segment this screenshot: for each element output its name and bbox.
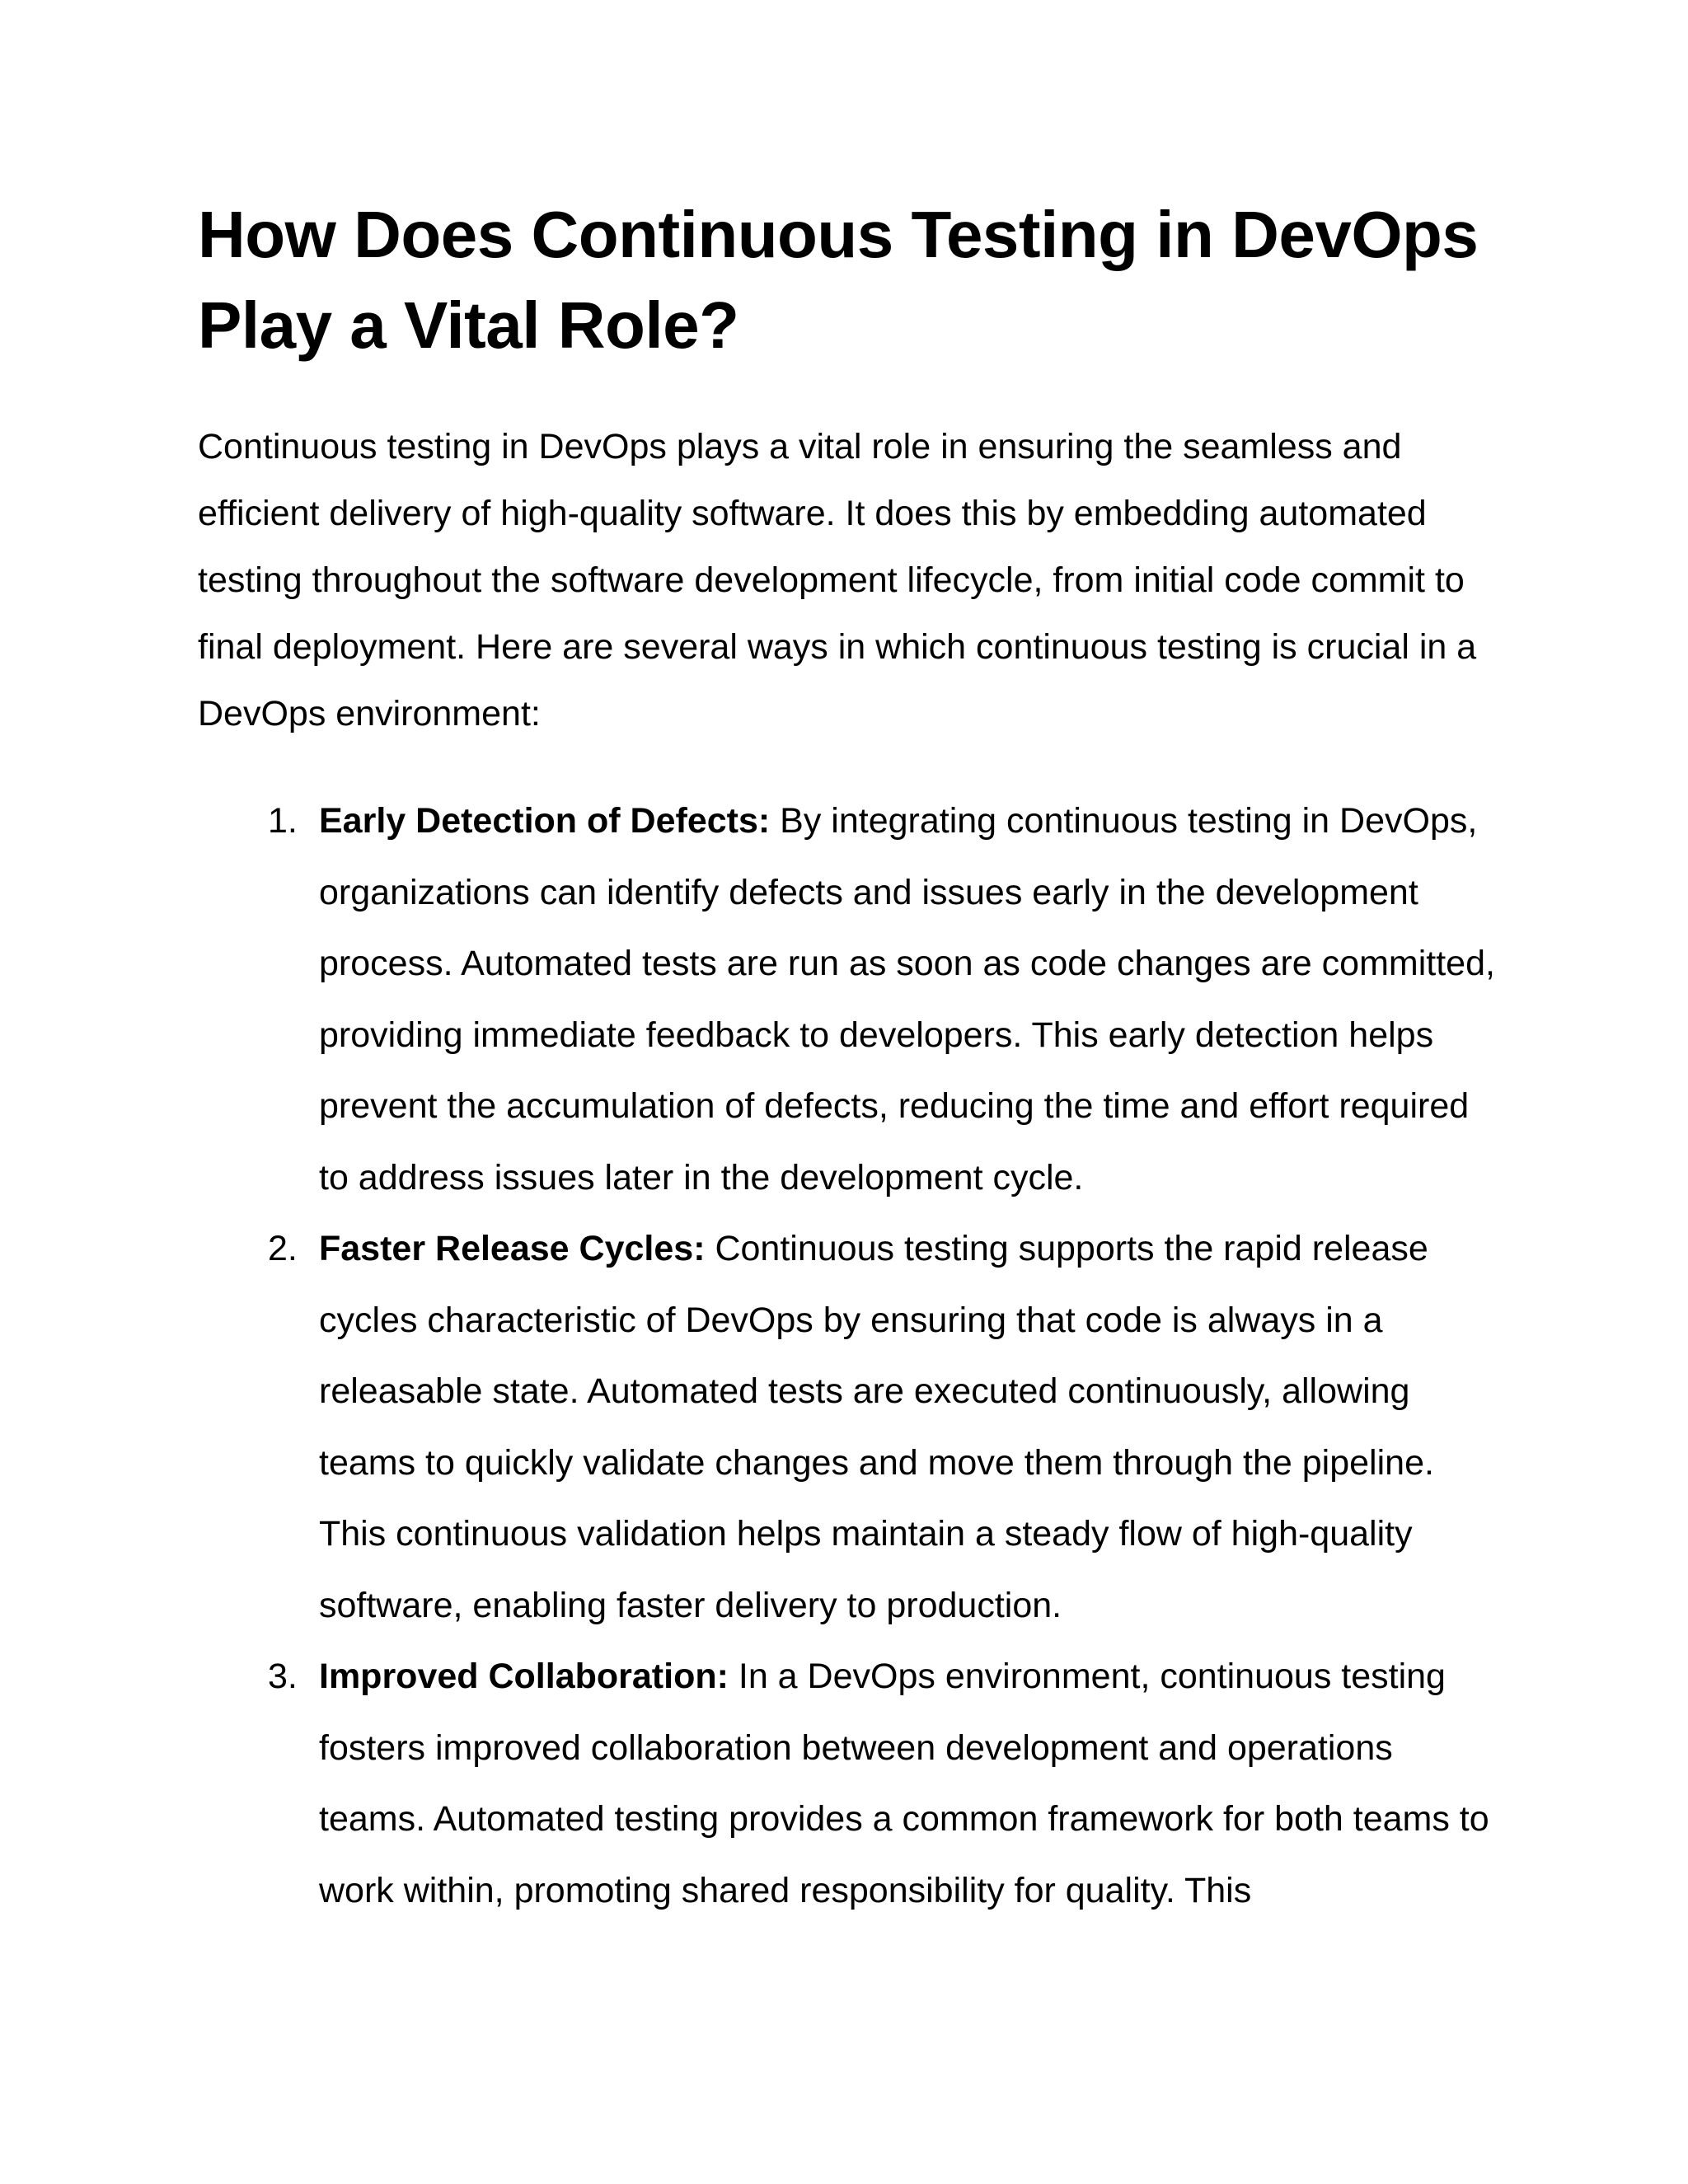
document-page	[198, 190, 1500, 1926]
list-item	[198, 785, 1500, 1213]
list-item-term: Faster Release Cycles:	[319, 1229, 715, 1268]
benefits-list	[198, 785, 1500, 1926]
list-item-text: In a DevOps environment, continuous testing fosters improved collaboration between development and operations teams. Automated testing provides a common framework for both teams to work within, promoting shared responsibility for quality. This	[319, 1657, 1489, 1910]
intro-paragraph: Continuous testing in DevOps plays a vital role in ensuring the seamless and efficient delivery of high-quality software. It does this by embedding automated testing throughout the software development lifecycle, from initial code commit to final deployment. Here are several ways in which continuous testing is crucial in a DevOps environment:	[198, 427, 1477, 733]
list-item-number: 3.	[268, 1657, 298, 1696]
list-item-number: 1.	[268, 801, 298, 841]
list-item	[198, 1213, 1500, 1641]
list-item-text: By integrating continuous testing in DevOps, organizations can identify defects and issues early in the development process. Automated tests are run as soon as code changes are committed, providing immediate feedback to developers. This early detection helps prevent the accumulation of defects, reducing the time and effort required to address issues later in the development cycle.	[319, 801, 1495, 1197]
page-title: How Does Continuous Testing in DevOps Play a Vital Role?	[198, 198, 1479, 362]
list-item-term: Early Detection of Defects:	[319, 801, 781, 841]
list-item-term: Improved Collaboration:	[319, 1657, 738, 1696]
list-item-text: Continuous testing supports the rapid release cycles characteristic of DevOps by ensuring that code is always in a releasable state. Automated tests are executed continuously, allowing teams to quickly validate changes and move them through the pipeline. This continuous validation helps maintain a steady flow of high-quality software, enabling faster delivery to production.	[319, 1229, 1434, 1625]
list-item	[198, 1641, 1500, 1926]
list-item-number: 2.	[268, 1229, 298, 1268]
